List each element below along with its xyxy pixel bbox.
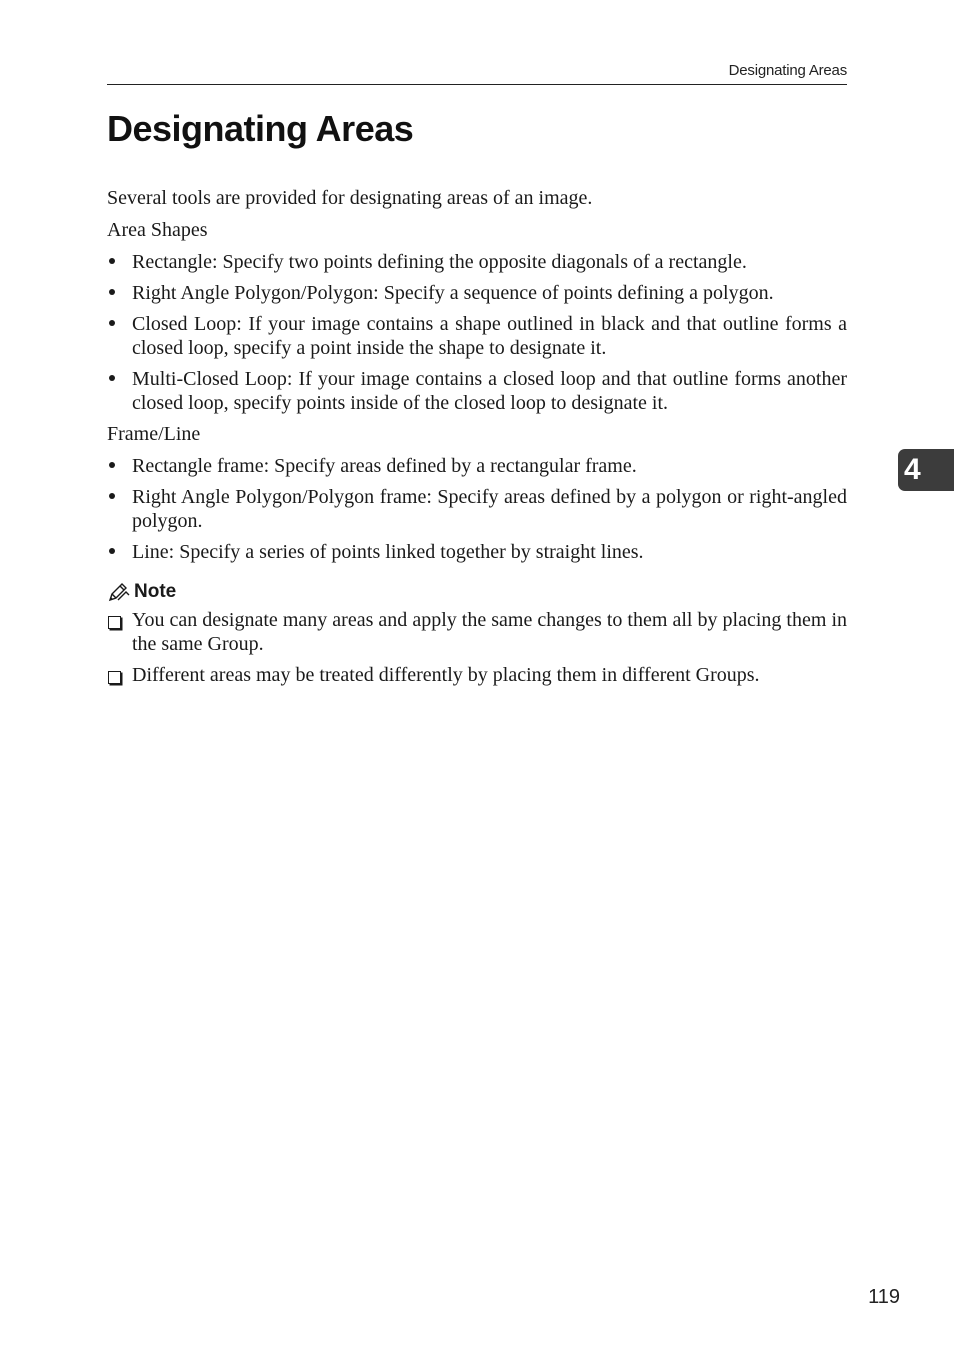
note-heading [107, 580, 847, 604]
list-item [107, 281, 847, 305]
note-item [107, 663, 847, 687]
area-shapes-heading: Area Shapes [107, 219, 208, 241]
list-item-text: Closed Loop: If your image contains a shape outlined in black and that outline forms a closed loop, specify a point inside the shape to designate it. [132, 313, 847, 359]
list-item-text: Rectangle: Specify two points defining the opposite diagonals of a rectangle. [132, 251, 747, 273]
list-item [107, 485, 847, 533]
bullet-icon [107, 540, 127, 564]
note-label: Note [134, 581, 177, 602]
checkbox-icon [107, 663, 127, 687]
list-item-text: Multi-Closed Loop: If your image contains a closed loop and that outline forms another closed loop, specify points inside of the closed loop to designate it. [132, 368, 847, 414]
bullet-icon [107, 367, 127, 391]
note-item-text: Different areas may be treated differently by placing them in different Groups. [132, 664, 760, 686]
list-item [107, 367, 847, 415]
checkbox-icon [107, 608, 127, 632]
frame-line-list [107, 454, 847, 564]
bullet-icon [107, 250, 127, 274]
note-list [107, 608, 847, 687]
area-shapes-list [107, 250, 847, 415]
list-item [107, 454, 847, 478]
page-title: Designating Areas [107, 108, 414, 149]
running-header-title: Designating Areas [728, 62, 847, 79]
running-header [107, 60, 847, 85]
intro-paragraph: Several tools are provided for designating areas of an image. [107, 187, 593, 209]
bullet-icon [107, 485, 127, 509]
frame-line-heading: Frame/Line [107, 423, 201, 445]
bullet-icon [107, 454, 127, 478]
list-item [107, 250, 847, 274]
note-item [107, 608, 847, 656]
page-number: 119 [868, 1286, 900, 1308]
body-content [107, 186, 847, 694]
list-item-text: Right Angle Polygon/Polygon frame: Specify areas defined by a polygon or right-angled polygon. [132, 486, 847, 532]
chapter-tab: 4 [898, 449, 954, 491]
list-item-text: Right Angle Polygon/Polygon: Specify a sequence of points defining a polygon. [132, 282, 774, 304]
list-item-text: Rectangle frame: Specify areas defined by a rectangular frame. [132, 455, 637, 477]
bullet-icon [107, 281, 127, 305]
list-item [107, 312, 847, 360]
pencil-icon [107, 582, 131, 602]
list-item-text: Line: Specify a series of points linked together by straight lines. [132, 541, 644, 563]
bullet-icon [107, 312, 127, 336]
list-item [107, 540, 847, 564]
note-item-text: You can designate many areas and apply the same changes to them all by placing them in the same Group. [132, 609, 847, 655]
